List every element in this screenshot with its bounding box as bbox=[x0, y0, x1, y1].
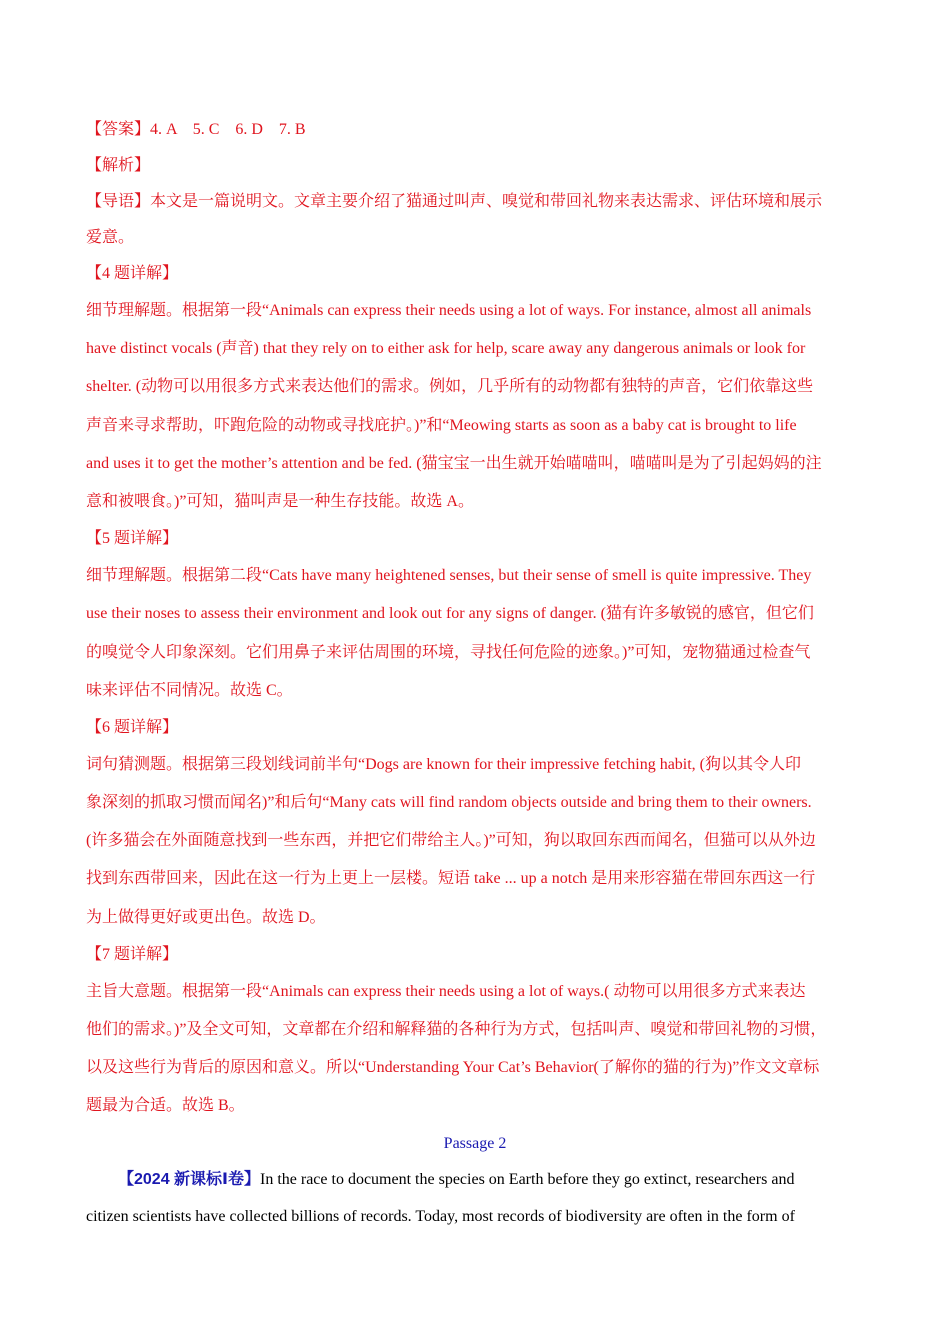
document-page bbox=[86, 112, 864, 1236]
answer-line bbox=[86, 112, 864, 148]
q5-label: 【5 题详解】 bbox=[86, 530, 179, 548]
q6-line: (许多猫会在外面随意找到一些东西，并把它们带给主人。)”可知，狗以取回东西而闻名，但猫可以从外边 bbox=[86, 832, 816, 850]
passage-2-line-1 bbox=[86, 1162, 864, 1198]
intro-text: 本文是一篇说明文。文章主要介绍了猫通过叫声、嗅觉和带回礼物来表达需求、评估环境和展示 bbox=[150, 193, 823, 210]
intro-line-2: 爱意。 bbox=[86, 229, 135, 246]
q6-line: 为上做得更好或更出色。故选 D。 bbox=[86, 908, 326, 926]
answer-label: 【答案】 bbox=[86, 121, 151, 138]
q5-line: 细节理解题。根据第二段“Cats have many heightened senses, but their sense of smell is quite impressive. They bbox=[86, 567, 812, 585]
q7-line: 以及这些行为背后的原因和意义。所以“Understanding Your Cat’s Behavior(了解你的猫的行为)”作文文章标 bbox=[86, 1059, 820, 1077]
q4-line: 意和被喂食。)”可知，猫叫声是一种生存技能。故选 A。 bbox=[86, 492, 474, 510]
q6-line: 找到东西带回来，因此在这一行为上更上一层楼。短语 take ... up a notch 是用来形容猫在带回东西这一行 bbox=[86, 870, 816, 888]
passage-2-line-2: citizen scientists have collected billions of records. Today, most records of biodiversity are often in the form of bbox=[86, 1207, 795, 1225]
passage-2-text: In the race to document the species on Earth before they go extinct, researchers and bbox=[260, 1170, 795, 1188]
q4-line: have distinct vocals (声音) that they rely on to either ask for help, scare away any dangerous animals or look for bbox=[86, 340, 806, 358]
q4-line: 细节理解题。根据第一段“Animals can express their needs using a lot of ways. For instance, almost all animals bbox=[86, 302, 812, 319]
q6-label: 【6 题详解】 bbox=[86, 718, 179, 736]
q5-line: 味来评估不同情况。故选 C。 bbox=[86, 681, 293, 699]
q4-label: 【4 题详解】 bbox=[86, 265, 179, 282]
q4-line: and uses it to get the mother’s attention and be fed. (猫宝宝一出生就开始喵喵叫，喵喵叫是为了引起妈妈的注 bbox=[86, 454, 822, 472]
answer-text: 4. A 5. C 6. D 7. B bbox=[150, 121, 306, 138]
q7-line: 他们的需求。)”及全文可知，文章都在介绍和解释猫的各种行为方式，包括叫声、嗅觉和带回礼物的习惯， bbox=[86, 1021, 827, 1038]
q7-label: 【7 题详解】 bbox=[86, 945, 179, 963]
q7-line: 题最为合适。故选 B。 bbox=[86, 1097, 245, 1115]
q5-line: 的嗅觉令人印象深刻。它们用鼻子来评估周围的环境，寻找任何危险的迹象。)”可知，宠物猫通过检查气 bbox=[86, 643, 811, 661]
passage-2-source-label: 【2024 新课标Ⅰ卷】 bbox=[118, 1170, 260, 1188]
q4-line: shelter. (动物可以用很多方式来表达他们的需求。例如，几乎所有的动物都有独特的声音，它们依靠这些 bbox=[86, 378, 814, 396]
q5-line: use their noses to assess their environment and look out for any signs of danger. (猫有许多敏锐的感官，但它们 bbox=[86, 605, 814, 623]
q7-line: 主旨大意题。根据第一段“Animals can express their needs using a lot of ways.( 动物可以用很多方式来表达 bbox=[86, 982, 806, 1000]
q6-line: 词句猜测题。根据第三段划线词前半句“Dogs are known for their impressive fetching habit, (狗以其令人印 bbox=[86, 755, 802, 773]
q6-line: 象深刻的抓取习惯而闻名)”和后句“Many cats will find random objects outside and bring them to their owners. bbox=[86, 794, 812, 812]
intro-line-1 bbox=[86, 184, 864, 220]
intro-label: 【导语】 bbox=[86, 193, 151, 210]
q4-line: 声音来寻求帮助，吓跑危险的动物或寻找庇护。)”和“Meowing starts as soon as a baby cat is brought to life bbox=[86, 416, 797, 434]
analysis-label: 【解析】 bbox=[86, 157, 151, 174]
passage-2-title: Passage 2 bbox=[443, 1134, 507, 1152]
